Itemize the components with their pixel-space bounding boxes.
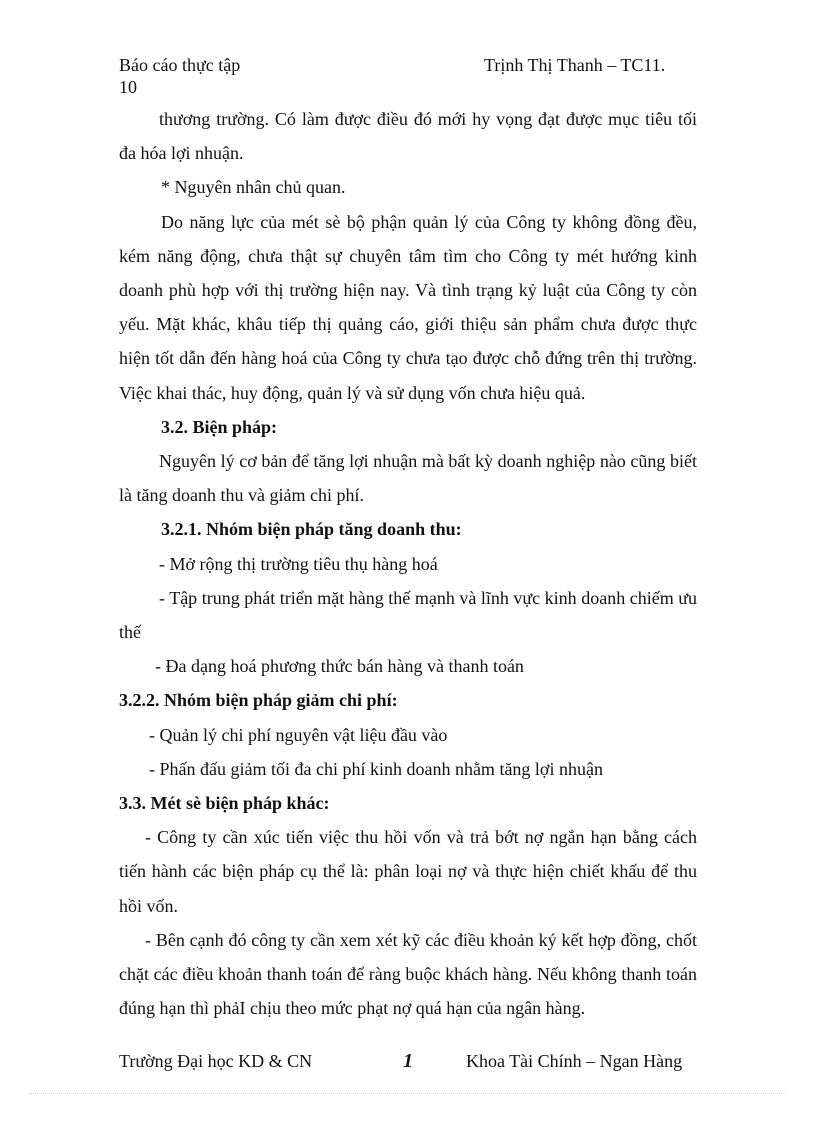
list-item: - Tập trung phát triển mặt hàng thế mạnh và lĩnh vực kinh doanh chiếm ưu thế [119,587,697,643]
header-author: Trịnh Thị Thanh – TC11. [484,55,666,75]
list-item: - Đa dạng hoá phương thức bán hàng và thanh toán [155,656,524,677]
subheading-cause: * Nguyên nhân chủ quan. [161,177,346,198]
header-number: 10 [119,77,137,97]
section-heading-3-2-2: 3.2.2. Nhóm biện pháp giảm chi phí: [119,690,398,711]
paragraph: - Công ty cần xúc tiến việc thu hồi vốn và trả bớt nợ ngắn hạn bằng cách tiến hành các biện pháp cụ thể là: phân loại nợ và thực hiện chiết khấu để thu hồi vốn. [119,827,697,916]
paragraph: Nguyên lý cơ bản để tăng lợi nhuận mà bất kỳ doanh nghiệp nào cũng biết là tăng doanh thu và giảm chi phí. [119,451,697,506]
header-title: Báo cáo thực tập [119,55,241,75]
section-heading-3-2-1: 3.2.1. Nhóm biện pháp tăng doanh thu: [161,519,462,540]
paragraph: - Bên cạnh đó công ty cần xem xét kỹ các điều khoản ký kết hợp đồng, chốt chặt các điều khoản thanh toán để ràng buộc khách hàng. Nếu không thanh toán đúng hạn thì phảI chịu theo mức phạt nợ quá hạn của ngân hàng. [119,929,697,1019]
section-heading-3-3: 3.3. Mét sè biện pháp khác: [119,793,330,814]
footer-page-number: 1 [403,1050,413,1072]
paragraph: Do năng lực của mét sè bộ phận quản lý của Công ty không đồng đều, kém năng động, chưa thật sự chuyên tâm tìm cho Công ty mét hướng kinh doanh phù hợp với thị trường hiện nay. Và tình trạng kỷ luật của Công ty còn yếu. Mặt khác, khâu tiếp thị quảng cáo, giới thiệu sản phẩm chưa được thực hiện tốt dẫn đến hàng hoá của Công ty chưa tạo được chỗ đứng trên thị trường. Việc khai thác, huy động, quản lý và sử dụng vốn chưa hiệu quả. [119,211,697,403]
list-item: - Phấn đấu giảm tối đa chi phí kinh doanh nhằm tăng lợi nhuận [149,758,603,779]
section-heading-3-2: 3.2. Biện pháp: [161,416,278,437]
list-item: - Quản lý chi phí nguyên vật liệu đầu vào [149,724,448,745]
footer-school: Trường Đại học KD & CN [119,1051,313,1071]
document-body [119,102,697,1025]
list-item: - Mở rộng thị trường tiêu thụ hàng hoá [159,553,438,574]
bottom-divider [30,1093,786,1094]
footer-department: Khoa Tài Chính – Ngan Hàng [466,1051,683,1071]
paragraph: thương trường. Có làm được điều đó mới hy vọng đạt được mục tiêu tối đa hóa lợi nhuận. [119,109,697,164]
